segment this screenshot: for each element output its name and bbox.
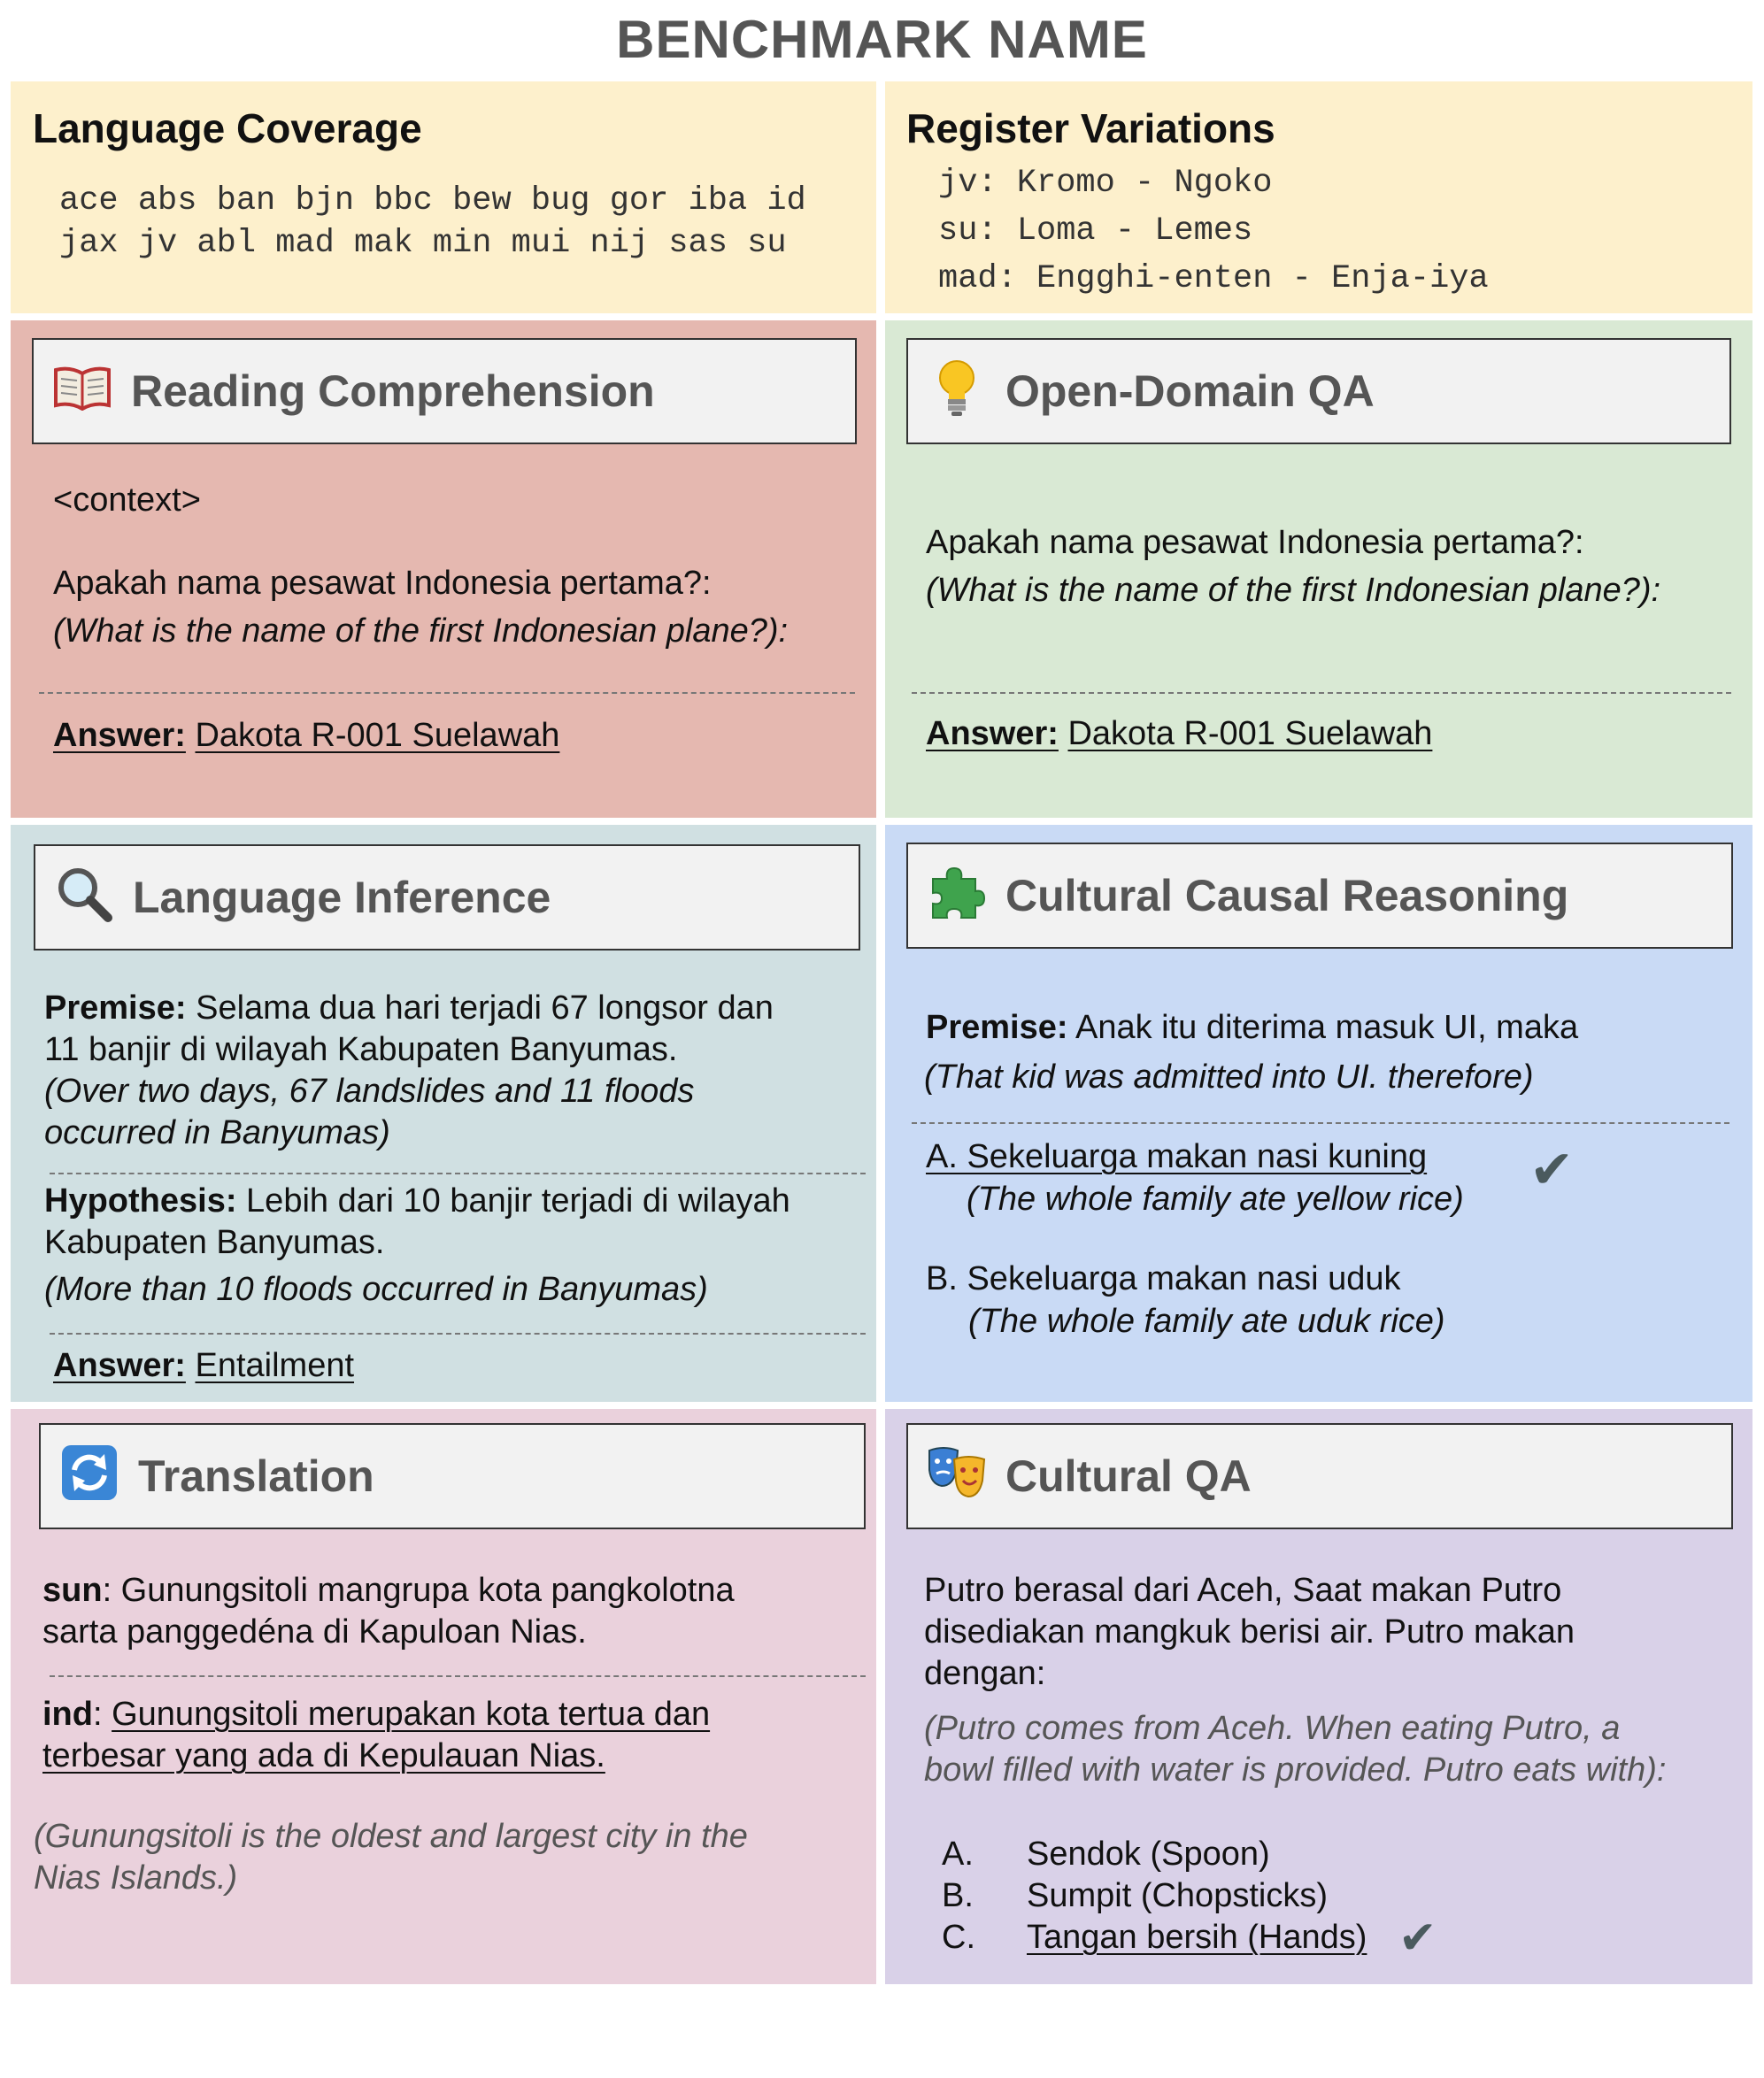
causal-check-icon: ✔ — [1529, 1140, 1575, 1199]
inference-premise-text-1: Selama dua hari terjadi 67 longsor dan — [196, 989, 774, 1027]
inference-hypothesis-line-1 — [44, 1181, 790, 1222]
cultural-qa-check-icon: ✔ — [1398, 1913, 1437, 1964]
cultural-qa-option-b-text: Sumpit (Chopsticks) — [1027, 1877, 1328, 1914]
arrows-cycle-icon — [58, 1443, 120, 1510]
reading-comprehension-panel — [11, 320, 876, 818]
cultural-qa-translation-line-1: (Putro comes from Aceh. When eating Putro, a — [924, 1710, 1621, 1747]
inference-premise-line-2: 11 banjir di wilayah Kabupaten Banyumas. — [44, 1031, 678, 1068]
inference-premise-line-1 — [44, 988, 774, 1029]
inference-answer — [53, 1345, 354, 1387]
cultural-qa-question-line-3: dengan: — [924, 1655, 1046, 1692]
translation-divider — [50, 1675, 866, 1677]
causal-divider — [912, 1122, 1729, 1124]
inference-divider-2 — [50, 1333, 866, 1335]
translation-target-line-2: terbesar yang ada di Kepulauan Nias. — [42, 1737, 605, 1774]
causal-option-b: B. Sekeluarga makan nasi uduk — [926, 1260, 1401, 1297]
inference-premise-label: Premise: — [44, 989, 187, 1027]
translation-target-colon: : — [92, 1696, 103, 1733]
reading-question-translation: (What is the name of the first Indonesian plane?): — [53, 612, 789, 650]
causal-option-a-translation: (The whole family ate yellow rice) — [967, 1181, 1464, 1218]
language-codes-line-1: ace abs ban bjn bbc bew bug gor iba id — [59, 182, 806, 219]
cultural-causal-reasoning-header — [906, 843, 1733, 949]
inference-answer-value: Entailment — [195, 1347, 355, 1384]
register-variations-heading: Register Variations — [906, 105, 1275, 151]
theater-masks-icon — [926, 1445, 988, 1508]
cultural-qa-panel — [885, 1409, 1752, 1984]
inference-premise-translation-2: occurred in Banyumas) — [44, 1114, 390, 1151]
cultural-qa-title: Cultural QA — [1005, 1451, 1252, 1501]
odqa-question-translation: (What is the name of the first Indonesian plane?): — [926, 572, 1661, 609]
language-inference-panel — [11, 825, 876, 1402]
translation-english-line-2: Nias Islands.) — [34, 1859, 238, 1897]
language-inference-title: Language Inference — [133, 873, 551, 922]
inference-hypothesis-translation: (More than 10 floods occurred in Banyumas) — [44, 1271, 708, 1308]
open-domain-qa-title: Open-Domain QA — [1005, 366, 1375, 416]
translation-panel — [11, 1409, 876, 1984]
translation-target-label: ind — [42, 1696, 93, 1733]
reading-divider — [39, 692, 855, 694]
register-line-jv: jv: Kromo - Ngoko — [938, 165, 1273, 202]
magnifier-icon — [53, 865, 115, 931]
reading-comprehension-header — [32, 338, 857, 444]
translation-source-line-1 — [42, 1570, 735, 1612]
translation-title: Translation — [138, 1451, 374, 1501]
cultural-qa-question-line-1: Putro berasal dari Aceh, Saat makan Putro — [924, 1572, 1562, 1609]
cultural-qa-option-a-letter: A. — [942, 1836, 974, 1873]
reading-comprehension-title: Reading Comprehension — [131, 366, 655, 416]
causal-premise-label: Premise: — [926, 1009, 1068, 1046]
causal-premise — [926, 1007, 1578, 1049]
open-book-icon — [51, 365, 113, 419]
cultural-qa-translation-line-2: bowl filled with water is provided. Putro eats with): — [924, 1751, 1667, 1789]
reading-answer-label: Answer: — [53, 717, 186, 754]
register-line-mad: mad: Engghi-enten - Enja-iya — [938, 260, 1489, 297]
causal-option-b-translation: (The whole family ate uduk rice) — [968, 1303, 1445, 1340]
benchmark-title: BENCHMARK NAME — [616, 10, 1148, 69]
inference-hypothesis-line-2: Kabupaten Banyumas. — [44, 1224, 385, 1261]
open-domain-qa-panel — [885, 320, 1752, 818]
translation-source-label: sun — [42, 1572, 103, 1609]
translation-target-text-1: Gunungsitoli merupakan kota tertua dan — [112, 1696, 711, 1733]
odqa-question: Apakah nama pesawat Indonesia pertama?: — [926, 524, 1584, 561]
language-inference-header — [34, 844, 860, 950]
causal-option-a: A. Sekeluarga makan nasi kuning — [926, 1138, 1428, 1175]
translation-target-line-1 — [42, 1694, 710, 1736]
causal-premise-translation: (That kid was admitted into UI. therefore) — [924, 1058, 1534, 1096]
cultural-qa-option-a-text: Sendok (Spoon) — [1027, 1836, 1270, 1873]
reading-context: <context> — [53, 481, 201, 519]
cultural-qa-header — [906, 1423, 1733, 1529]
open-domain-qa-header — [906, 338, 1731, 444]
cultural-qa-option-c-text: Tangan bersih (Hands) — [1027, 1919, 1367, 1956]
cultural-causal-reasoning-panel — [885, 825, 1752, 1402]
odqa-answer-label: Answer: — [926, 715, 1059, 752]
inference-answer-label: Answer: — [53, 1347, 186, 1384]
language-coverage-panel — [11, 81, 876, 313]
cultural-causal-reasoning-title: Cultural Causal Reasoning — [1005, 871, 1569, 920]
odqa-answer-value: Dakota R-001 Suelawah — [1067, 715, 1433, 752]
causal-premise-text: Anak itu diterima masuk UI, maka — [1075, 1009, 1579, 1046]
puzzle-icon — [926, 863, 988, 929]
reading-answer — [53, 715, 559, 757]
translation-header — [39, 1423, 866, 1529]
odqa-divider — [912, 692, 1731, 694]
language-codes-line-2: jax jv abl mad mak min mui nij sas su — [59, 225, 787, 262]
light-bulb-icon — [926, 358, 988, 425]
inference-hypothesis-label: Hypothesis: — [44, 1182, 237, 1220]
reading-question: Apakah nama pesawat Indonesia pertama?: — [53, 565, 712, 602]
translation-source-text-1: : Gunungsitoli mangrupa kota pangkolotna — [102, 1572, 735, 1609]
inference-divider-1 — [50, 1173, 866, 1174]
cultural-qa-option-b-letter: B. — [942, 1877, 974, 1914]
translation-english-line-1: (Gunungsitoli is the oldest and largest city in the — [34, 1818, 748, 1855]
inference-premise-translation-1: (Over two days, 67 landslides and 11 floods — [44, 1073, 695, 1110]
language-coverage-heading: Language Coverage — [33, 105, 422, 151]
cultural-qa-question-line-2: disediakan mangkuk berisi air. Putro makan — [924, 1613, 1575, 1651]
inference-hypothesis-text-1: Lebih dari 10 banjir terjadi di wilayah — [246, 1182, 790, 1220]
register-variations-panel — [885, 81, 1752, 313]
odqa-answer — [926, 713, 1432, 755]
translation-source-line-2: sarta panggedéna di Kapuloan Nias. — [42, 1613, 587, 1651]
register-line-su: su: Loma - Lemes — [938, 212, 1253, 250]
reading-answer-value: Dakota R-001 Suelawah — [195, 717, 560, 754]
cultural-qa-option-c-letter: C. — [942, 1919, 975, 1956]
